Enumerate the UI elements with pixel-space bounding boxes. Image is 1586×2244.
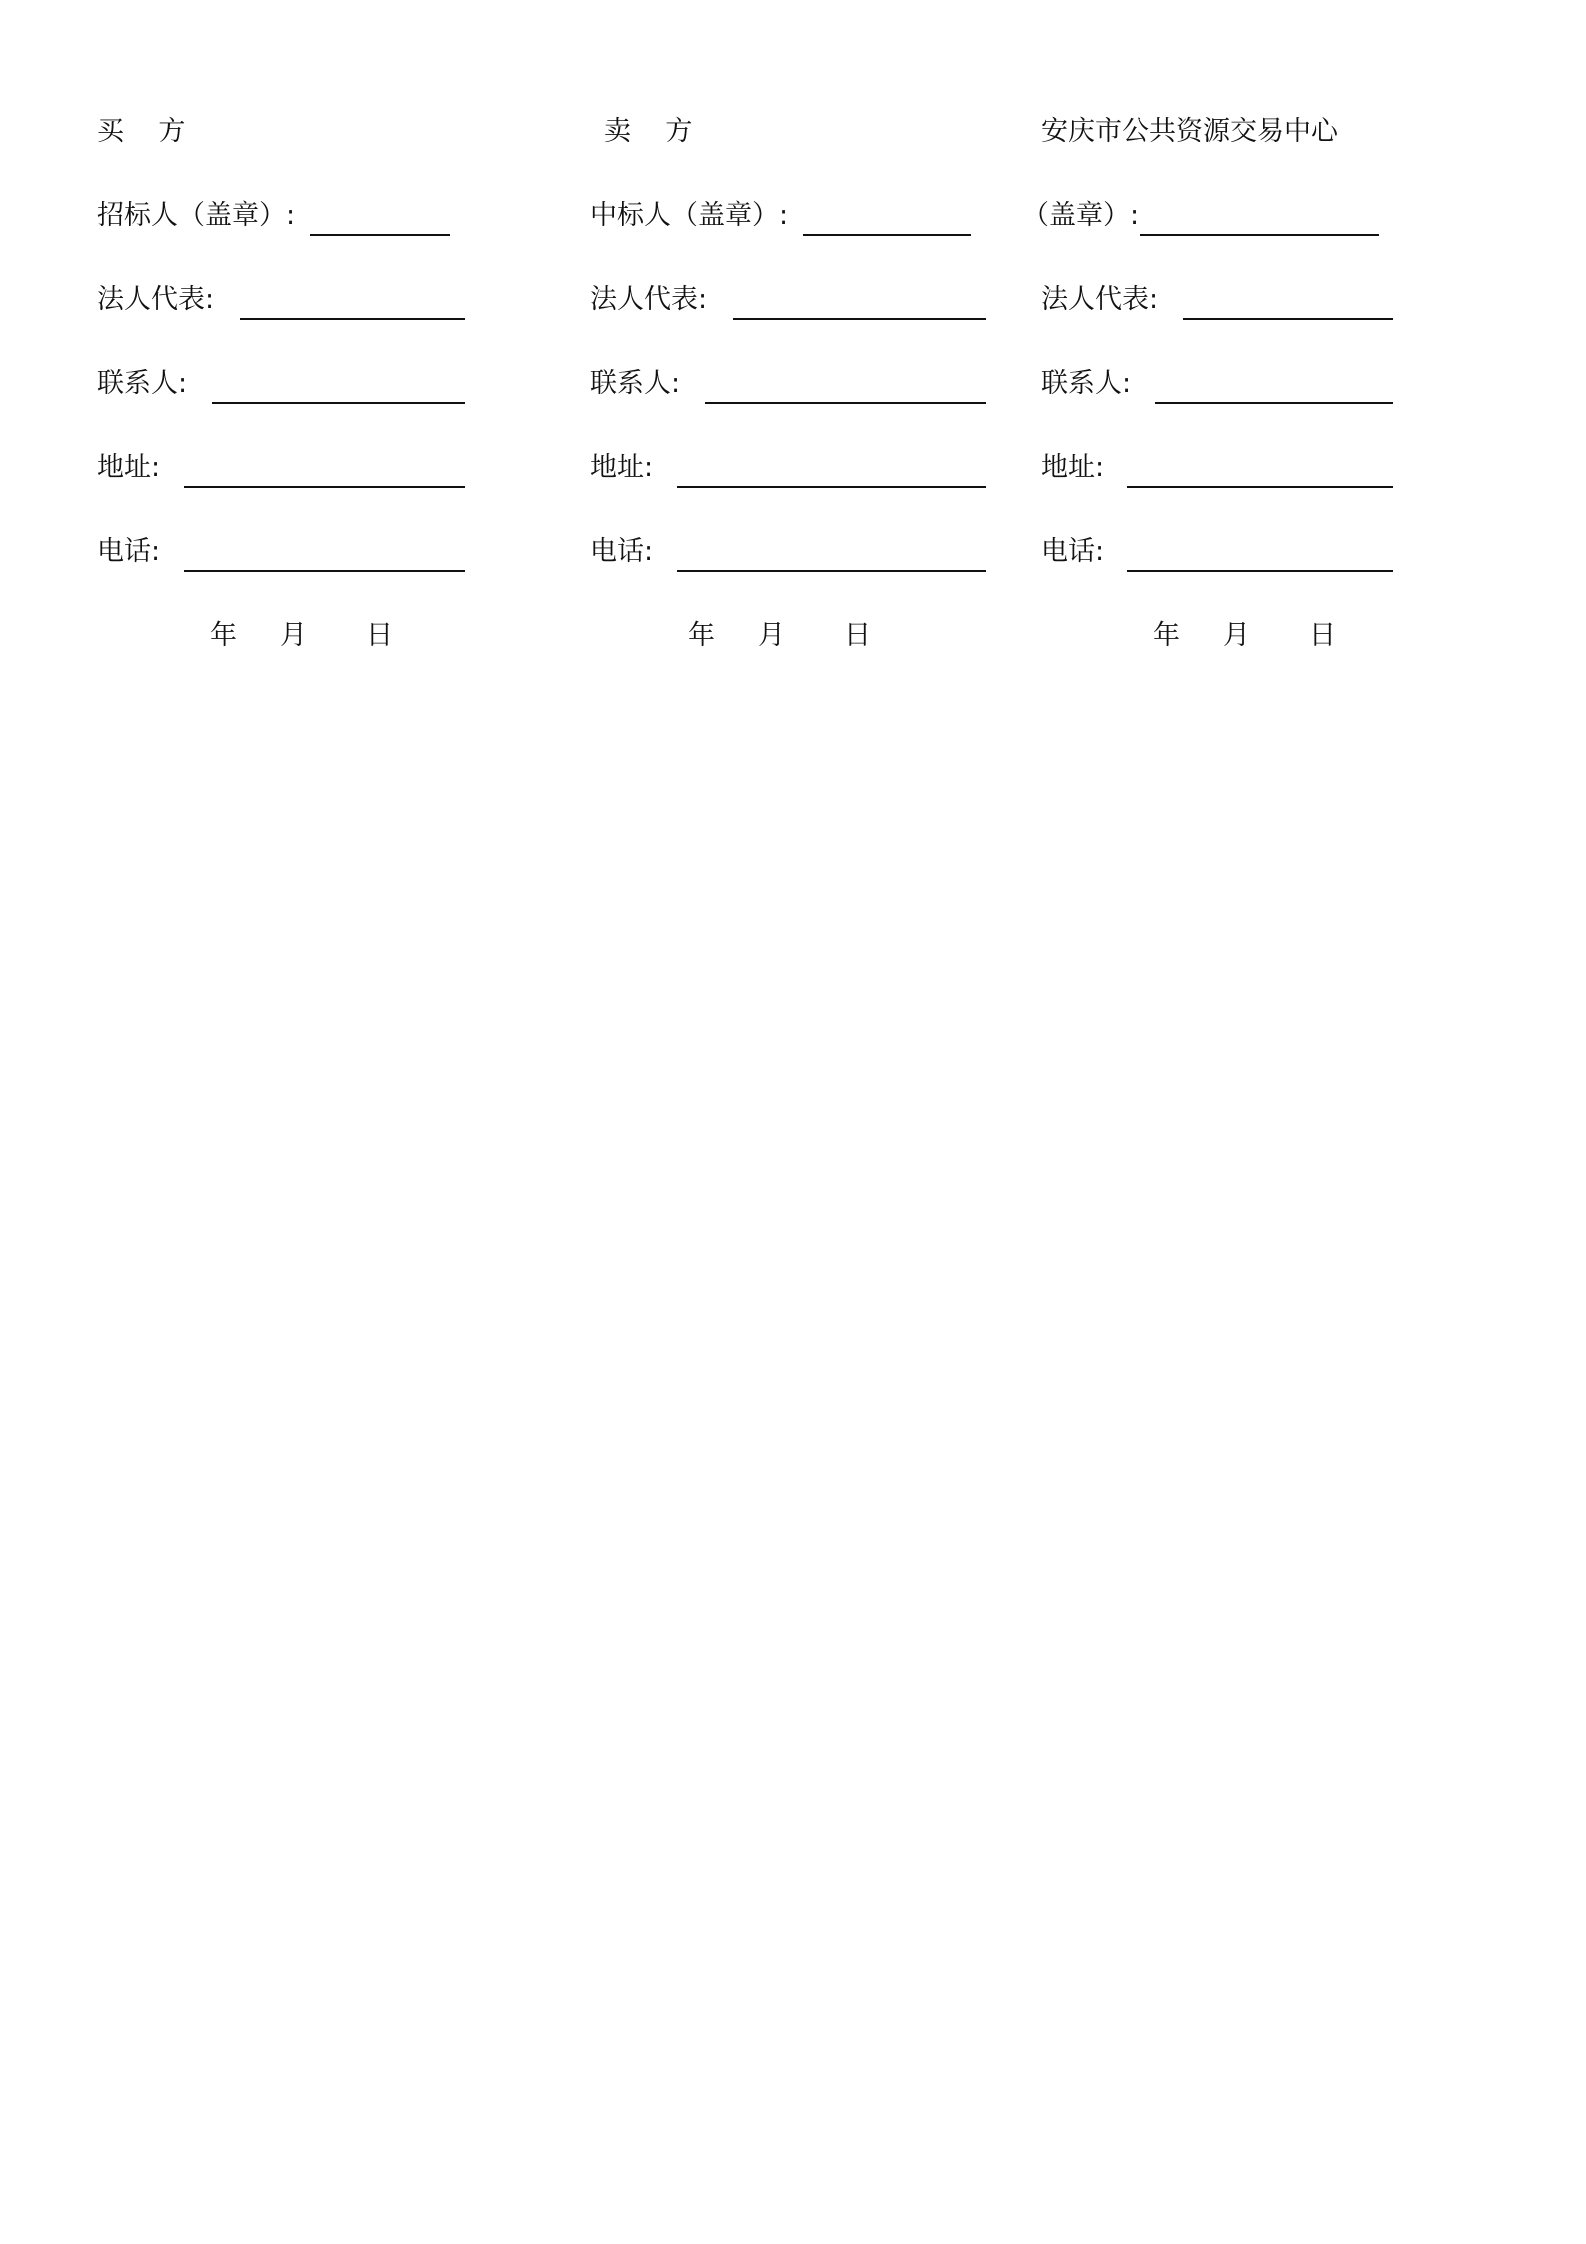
trading-center-legal-rep-line[interactable] bbox=[1183, 318, 1393, 320]
seller-contact-label: 联系人: bbox=[590, 368, 681, 399]
seller-legal-rep-label: 法人代表: bbox=[590, 284, 708, 315]
seller-legal-rep-line[interactable] bbox=[733, 318, 986, 320]
trading-center-phone-line[interactable] bbox=[1127, 570, 1393, 572]
buyer-phone-label: 电话: bbox=[97, 536, 161, 567]
trading-center-contact-line[interactable] bbox=[1155, 402, 1393, 404]
buyer-legal-rep-line[interactable] bbox=[240, 318, 465, 320]
buyer-tenderer-seal-line[interactable] bbox=[310, 234, 450, 236]
trading-center-address-line[interactable] bbox=[1127, 486, 1393, 488]
trading-center-date-year: 年 bbox=[1153, 620, 1180, 651]
buyer-contact-line[interactable] bbox=[212, 402, 465, 404]
buyer-legal-rep-label: 法人代表: bbox=[97, 284, 215, 315]
trading-center-legal-rep-label: 法人代表: bbox=[1041, 284, 1159, 315]
seller-date-day: 日 bbox=[844, 620, 871, 651]
buyer-phone-line[interactable] bbox=[184, 570, 465, 572]
seller-address-line[interactable] bbox=[677, 486, 986, 488]
trading-center-contact-label: 联系人: bbox=[1041, 368, 1132, 399]
trading-center-header: 安庆市公共资源交易中心 bbox=[1041, 116, 1338, 147]
trading-center-date-month: 月 bbox=[1223, 620, 1250, 651]
trading-center-date-day: 日 bbox=[1309, 620, 1336, 651]
buyer-address-line[interactable] bbox=[184, 486, 465, 488]
seller-date-year: 年 bbox=[688, 620, 715, 651]
seller-address-label: 地址: bbox=[590, 452, 654, 483]
trading-center-seal-label: （盖章）: bbox=[1022, 200, 1140, 231]
seller-date-month: 月 bbox=[758, 620, 785, 651]
seller-header: 卖 方 bbox=[604, 116, 693, 147]
trading-center-address-label: 地址: bbox=[1041, 452, 1105, 483]
seller-phone-label: 电话: bbox=[590, 536, 654, 567]
seller-winner-seal-label: 中标人（盖章）: bbox=[590, 200, 789, 231]
trading-center-phone-label: 电话: bbox=[1041, 536, 1105, 567]
buyer-date-year: 年 bbox=[210, 620, 237, 651]
seller-winner-seal-line[interactable] bbox=[803, 234, 971, 236]
buyer-date-day: 日 bbox=[366, 620, 393, 651]
buyer-header: 买 方 bbox=[97, 116, 186, 147]
trading-center-seal-line[interactable] bbox=[1140, 234, 1379, 236]
seller-phone-line[interactable] bbox=[677, 570, 986, 572]
buyer-tenderer-seal-label: 招标人（盖章）: bbox=[97, 200, 296, 231]
buyer-date-month: 月 bbox=[280, 620, 307, 651]
buyer-address-label: 地址: bbox=[97, 452, 161, 483]
buyer-contact-label: 联系人: bbox=[97, 368, 188, 399]
seller-contact-line[interactable] bbox=[705, 402, 986, 404]
